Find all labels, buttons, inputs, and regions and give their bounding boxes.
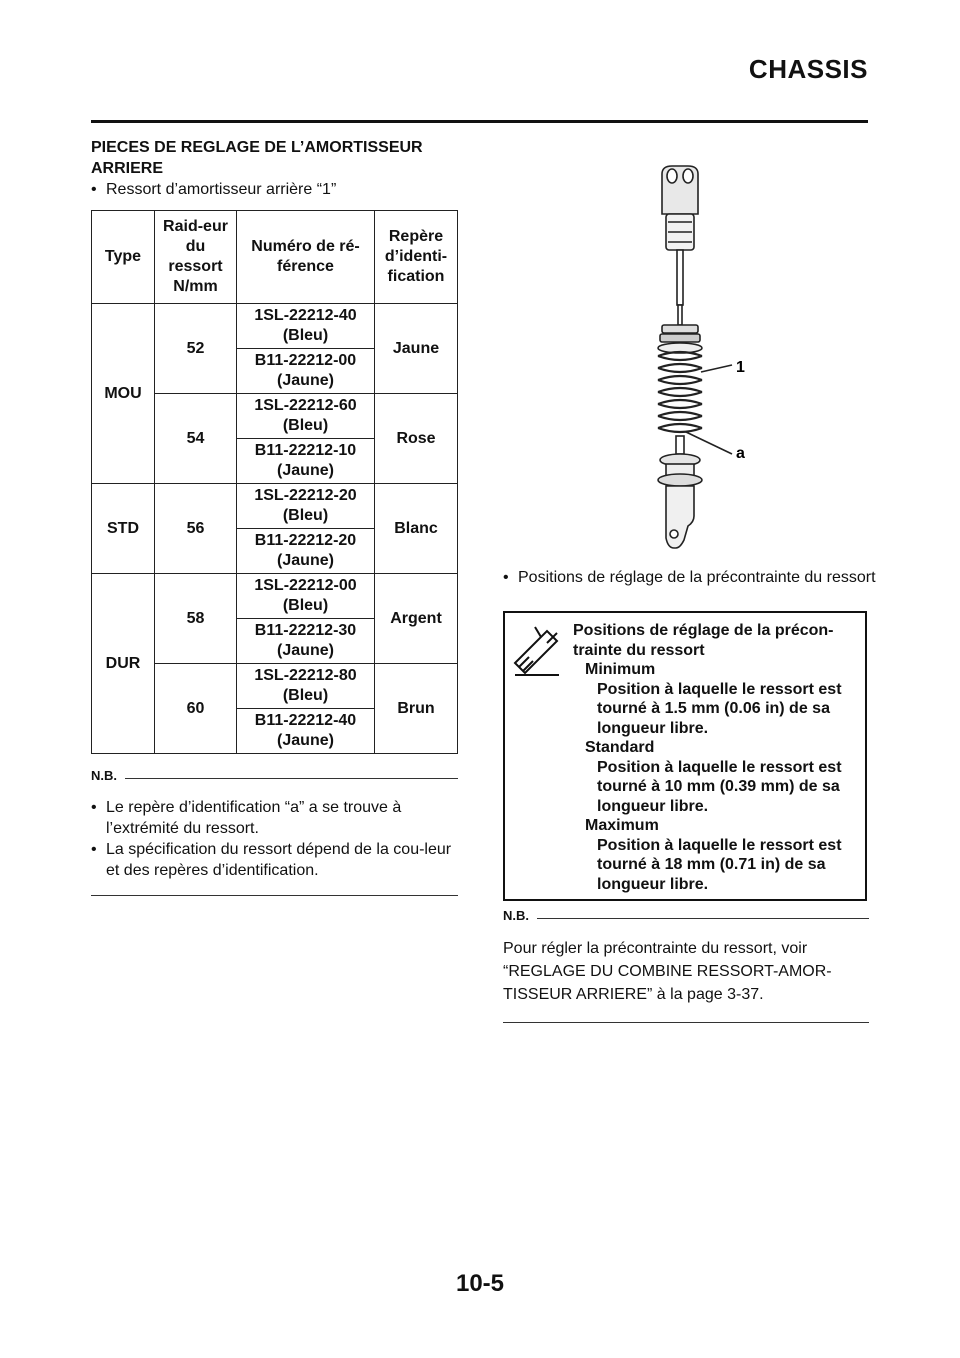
col-header-type: Type: [92, 211, 155, 304]
cell-rate: 56: [155, 484, 237, 574]
figure-label-1: 1: [736, 359, 745, 376]
nb-bullet: • La spécification du ressort dépend de la cou-leur et des repères d’identification.: [91, 839, 458, 881]
nb-head: [91, 768, 458, 783]
cell-part: B11-22212-10 (Jaune): [237, 439, 375, 484]
page-number: 10-5: [455, 1270, 505, 1297]
cell-part: 1SL-22212-40 (Bleu): [237, 304, 375, 349]
cell-mark: Blanc: [375, 484, 458, 574]
spec-std-text: Position à laquelle le ressort est tourné à 10 mm (0.39 mm) de sa longueur libre.: [597, 758, 842, 815]
cell-part: B11-22212-40 (Jaune): [237, 709, 375, 754]
cell-mark: Jaune: [375, 304, 458, 394]
spec-max-label: Maximum: [585, 817, 659, 834]
nb-note-left: [91, 768, 458, 896]
cell-type: MOU: [92, 304, 155, 484]
cell-part: B11-22212-30 (Jaune): [237, 619, 375, 664]
table-row: [92, 574, 458, 619]
figure-label-a: a: [736, 445, 745, 462]
cell-type: STD: [92, 484, 155, 574]
nb-bullet: • Le repère d’identification “a” a se trouve à l’extrémité du ressort.: [91, 797, 458, 839]
spec-text: [573, 621, 861, 894]
cell-part: 1SL-22212-60 (Bleu): [237, 394, 375, 439]
spring-table: [91, 210, 458, 754]
table-row: [92, 484, 458, 529]
cell-rate: 58: [155, 574, 237, 664]
nb-label: N.B.: [503, 908, 529, 923]
spec-min-text: Position à laquelle le ressort est tourné à 1.5 mm (0.06 in) de sa longueur libre.: [597, 680, 842, 737]
nb-end-rule: [91, 895, 458, 896]
cell-rate: 54: [155, 394, 237, 484]
col-header-mark: Repère d’identi-fication: [375, 211, 458, 304]
cell-part: 1SL-22212-00 (Bleu): [237, 574, 375, 619]
table-header-row: [92, 211, 458, 304]
nb-note-right: [503, 908, 869, 1023]
section-title: PIECES DE REGLAGE DE L’AMORTISSEUR ARRIERE: [91, 139, 423, 177]
spec-box: [503, 611, 867, 901]
nb-end-rule: [503, 1022, 869, 1023]
nb-rule: [125, 778, 458, 779]
left-column: [91, 137, 458, 896]
spec-title: Positions de réglage de la précon-trainte du ressort: [573, 622, 834, 659]
cell-type: DUR: [92, 574, 155, 754]
nb-label: N.B.: [91, 768, 117, 783]
cell-rate: 60: [155, 664, 237, 754]
spec-std-label: Standard: [585, 739, 655, 756]
cell-rate: 52: [155, 304, 237, 394]
caliper-icon: [511, 623, 563, 679]
header-rule: [91, 120, 868, 123]
spec-min-label: Minimum: [585, 661, 656, 678]
cell-mark: Brun: [375, 664, 458, 754]
cell-part: B11-22212-20 (Jaune): [237, 529, 375, 574]
spec-max-text: Position à laquelle le ressort est tourné à 18 mm (0.71 in) de sa longueur libre.: [597, 836, 842, 893]
col-header-rate: Raid-eur du ressort N/mm: [155, 211, 237, 304]
nb-rule: [537, 918, 869, 919]
rear-shock-illustration: [600, 160, 770, 550]
cell-mark: Rose: [375, 394, 458, 484]
chapter-title: CHASSIS: [748, 54, 868, 84]
nb-head: [503, 908, 869, 923]
table-row: [92, 304, 458, 349]
bullet-positions: • Positions de réglage de la précontrainte du ressort: [503, 567, 880, 588]
cell-part: 1SL-22212-80 (Bleu): [237, 664, 375, 709]
cell-part: 1SL-22212-20 (Bleu): [237, 484, 375, 529]
nb-text: Pour régler la précontrainte du ressort, voir “REGLAGE DU COMBINE RESSORT-AMOR-TISSEUR ARRIERE” à la page 3-37.: [503, 940, 832, 1003]
cell-part: B11-22212-00 (Jaune): [237, 349, 375, 394]
cell-mark: Argent: [375, 574, 458, 664]
nb-body: [91, 797, 458, 881]
col-header-part: Numéro de ré-férence: [237, 211, 375, 304]
bullet-spring: • Ressort d’amortisseur arrière “1”: [91, 179, 458, 200]
